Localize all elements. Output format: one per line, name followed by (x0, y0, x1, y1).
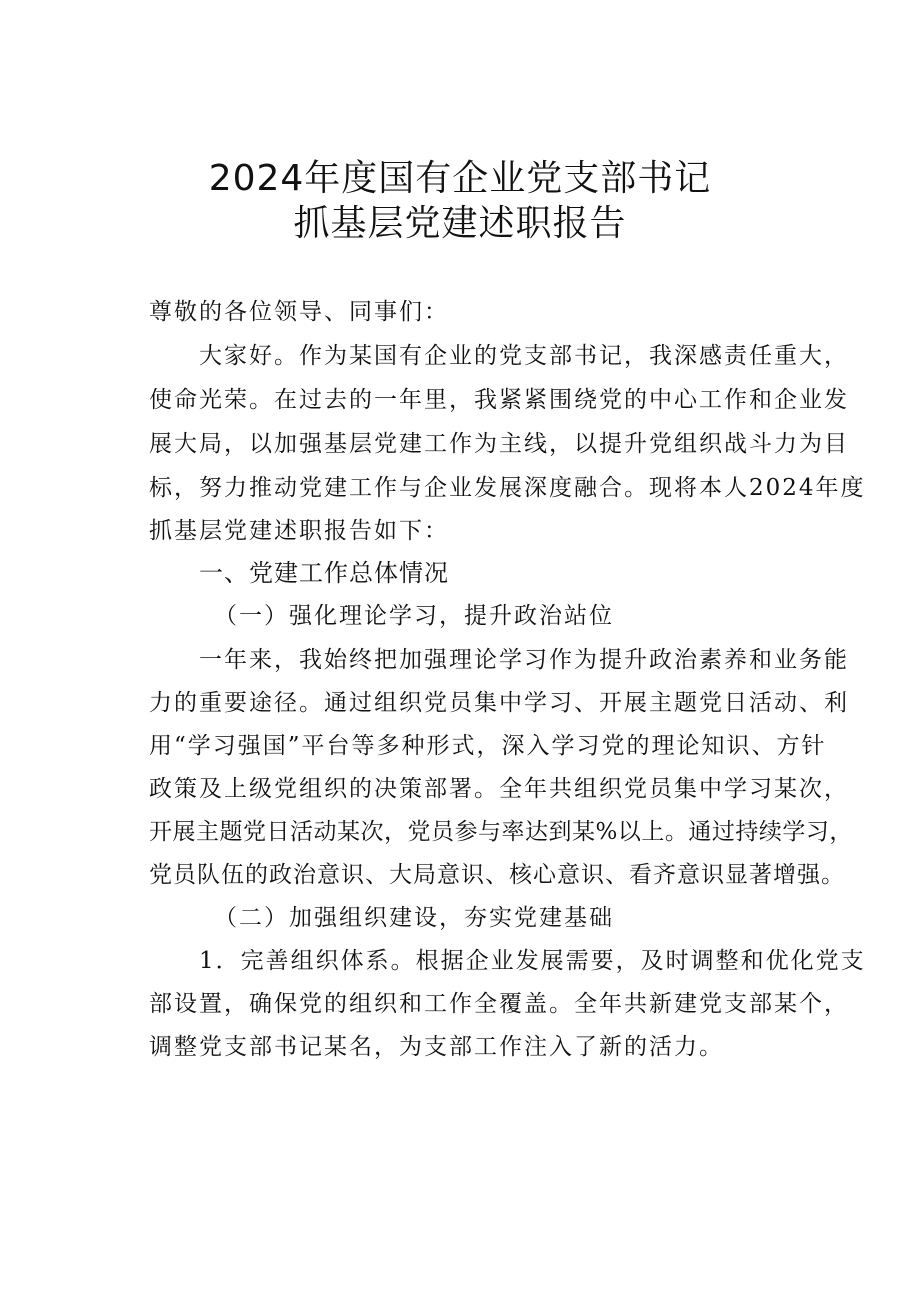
salutation: 尊敬的各位领导、同事们： (149, 299, 449, 325)
paragraph-line: 开展主题党日活动某次，党员参与率达到某%以上。通过持续学习， (149, 819, 853, 845)
paragraph-line: 党员队伍的政治意识、大局意识、核心意识、看齐意识显著增强。 (149, 862, 845, 888)
paragraph-line: 一年来，我始终把加强理论学习作为提升政治素养和业务能 (199, 647, 849, 673)
intro-line: 展大局，以加强基层党建工作为主线，以提升党组织战斗力为目 (149, 431, 849, 457)
paragraph-line: 用“学习强国”平台等多种形式，深入学习党的理论知识、方针 (149, 733, 827, 759)
paragraph-line: 政策及上级党组织的决策部署。全年共组织党员集中学习某次， (149, 776, 849, 802)
document-title-line-1: 2024年度国有企业党支部书记 (208, 158, 712, 199)
subsection-2-heading: （二）加强组织建设，夯实党建基础 (214, 905, 614, 931)
intro-line: 抓基层党建述职报告如下： (149, 518, 449, 544)
paragraph-line: 调整党支部书记某名，为支部工作注入了新的活力。 (149, 1034, 724, 1060)
intro-line: 大家好。作为某国有企业的党支部书记，我深感责任重大， (199, 343, 849, 369)
section-1-heading: 一、党建工作总体情况 (199, 559, 449, 587)
paragraph-line: 1．完善组织体系。根据企业发展需要，及时调整和优化党支 (199, 948, 866, 974)
subsection-1-heading: （一）强化理论学习，提升政治站位 (214, 603, 614, 629)
intro-line: 使命光荣。在过去的一年里，我紧紧围绕党的中心工作和企业发 (149, 387, 849, 413)
document-title-line-2: 抓基层党建述职报告 (293, 203, 627, 244)
paragraph-line: 力的重要途径。通过组织党员集中学习、开展主题党日活动、利 (149, 690, 849, 716)
intro-line: 标，努力推动党建工作与企业发展深度融合。现将本人2024年度 (149, 475, 866, 501)
paragraph-line: 部设置，确保党的组织和工作全覆盖。全年共新建党支部某个， (149, 991, 849, 1017)
